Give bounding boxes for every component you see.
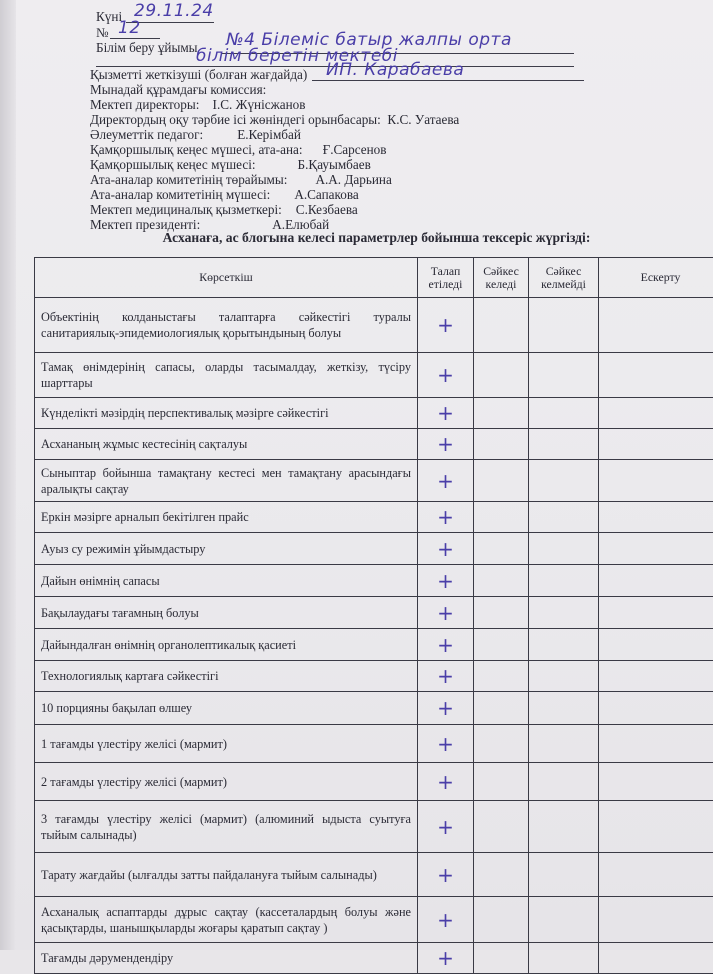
org-label: Білім беру ұйымы	[96, 40, 198, 55]
member-name: А.А. Дарьина	[315, 172, 391, 187]
inspection-table	[34, 257, 713, 974]
noncompliant-cell	[529, 597, 599, 629]
required-mark: +	[418, 853, 474, 897]
table-row	[35, 853, 713, 897]
required-mark: +	[418, 725, 474, 763]
member-name: А.Сапакова	[294, 187, 358, 202]
indicator-cell: Сыныптар бойынша тамақтану кестесі мен тамақтану арасындағы аралықты сақтау	[35, 460, 418, 502]
required-mark: +	[418, 565, 474, 597]
provider-underline	[312, 80, 584, 81]
member-role: Әлеуметтік педагог:	[90, 127, 203, 142]
note-cell	[599, 692, 713, 725]
indicator-cell: Объектінің колданыстағы талаптарға сәйкестігі туралы санитариялық-эпидемиологиялық қорытындының болуы	[35, 298, 418, 353]
indicator-cell: Тарату жағдайы (ылғалды затты пайдалануға тыйым салынады)	[35, 853, 418, 897]
number-value: 12	[118, 18, 141, 38]
noncompliant-cell	[529, 629, 599, 661]
noncompliant-cell	[529, 298, 599, 353]
member-row	[90, 187, 359, 202]
member-role: Мектеп директоры:	[90, 97, 199, 112]
note-cell	[599, 398, 713, 429]
date-value: 29.11.24	[134, 1, 214, 21]
member-row	[90, 157, 371, 172]
note-cell	[599, 661, 713, 692]
indicator-cell: 3 тағамды үлестіру желісі (мармит) (алюминий ыдыста суытуға тыйым салынады)	[35, 801, 418, 853]
required-mark: +	[418, 502, 474, 533]
noncompliant-cell	[529, 897, 599, 943]
note-cell	[599, 353, 713, 398]
member-name: Б.Қауымбаев	[298, 157, 371, 172]
org-value-line1: №4 Білеміс батыр жалпы орта	[226, 30, 512, 50]
required-mark: +	[418, 943, 474, 974]
member-row	[90, 202, 358, 217]
note-cell	[599, 298, 713, 353]
note-cell	[599, 629, 713, 661]
member-row	[90, 172, 392, 187]
table-row	[35, 801, 713, 853]
compliant-cell	[474, 533, 529, 565]
compliant-cell	[474, 597, 529, 629]
member-role: Директордың оқу тәрбие ісі жөніндегі орынбасары:	[90, 112, 381, 127]
note-cell	[599, 565, 713, 597]
required-mark: +	[418, 353, 474, 398]
required-mark: +	[418, 429, 474, 460]
note-cell	[599, 597, 713, 629]
note-cell	[599, 897, 713, 943]
provider-value: ИП. Карабаева	[326, 60, 464, 80]
member-role: Қамқоршылық кеңес мүшесі, ата-ана:	[90, 142, 303, 157]
member-name: А.Елюбай	[272, 217, 329, 232]
note-cell	[599, 725, 713, 763]
required-mark: +	[418, 629, 474, 661]
table-row	[35, 597, 713, 629]
noncompliant-cell	[529, 943, 599, 974]
table-row	[35, 943, 713, 974]
required-mark: +	[418, 533, 474, 565]
compliant-cell	[474, 502, 529, 533]
noncompliant-cell	[529, 801, 599, 853]
indicator-cell: Бақылаудағы тағамның болуы	[35, 597, 418, 629]
member-name: С.Кезбаева	[296, 202, 358, 217]
compliant-cell	[474, 763, 529, 801]
member-row	[90, 142, 387, 157]
indicator-cell: Күнделікті мәзірдің перспективалық мәзірге сәйкестігі	[35, 398, 418, 429]
note-cell	[599, 801, 713, 853]
required-mark: +	[418, 298, 474, 353]
required-mark: +	[418, 597, 474, 629]
member-name: Е.Керімбай	[237, 127, 301, 142]
required-mark: +	[418, 661, 474, 692]
table-row	[35, 725, 713, 763]
note-cell	[599, 853, 713, 897]
compliant-cell	[474, 801, 529, 853]
compliant-cell	[474, 853, 529, 897]
compliant-cell	[474, 398, 529, 429]
member-role: Қамқоршылық кеңес мүшесі:	[90, 157, 256, 172]
noncompliant-cell	[529, 429, 599, 460]
note-cell	[599, 502, 713, 533]
required-mark: +	[418, 460, 474, 502]
table-row	[35, 661, 713, 692]
noncompliant-cell	[529, 460, 599, 502]
note-cell	[599, 460, 713, 502]
col-header-note: Ескерту	[599, 258, 713, 298]
date-label: Күні	[96, 9, 122, 24]
table-row	[35, 692, 713, 725]
noncompliant-cell	[529, 763, 599, 801]
provider-label: Қызметті жеткізуші (болған жағдайда)	[90, 67, 307, 82]
compliant-cell	[474, 353, 529, 398]
table-row	[35, 897, 713, 943]
table-row	[35, 298, 713, 353]
indicator-cell: Ауыз су режимін ұйымдастыру	[35, 533, 418, 565]
table-row	[35, 460, 713, 502]
member-name: І.С. Жүнісжанов	[213, 97, 306, 112]
col-header-indicator: Көрсеткіш	[35, 258, 418, 298]
indicator-cell: Дайындалған өнімнің органолептикалық қасиеті	[35, 629, 418, 661]
noncompliant-cell	[529, 353, 599, 398]
compliant-cell	[474, 298, 529, 353]
compliant-cell	[474, 725, 529, 763]
col-header-compliant: Сәйкес келеді	[474, 258, 529, 298]
col-header-required: Талап етіледі	[418, 258, 474, 298]
table-row	[35, 398, 713, 429]
member-role: Ата-аналар комитетінің төрайымы:	[90, 172, 287, 187]
note-cell	[599, 533, 713, 565]
noncompliant-cell	[529, 692, 599, 725]
indicator-cell: Дайын өнімнің сапасы	[35, 565, 418, 597]
noncompliant-cell	[529, 533, 599, 565]
col-header-noncompliant: Сәйкес келмейді	[529, 258, 599, 298]
table-row	[35, 565, 713, 597]
org-value-line2: білім беретін мектебі	[196, 46, 398, 66]
indicator-cell: Еркін мәзірге арналып бекітілген прайс	[35, 502, 418, 533]
note-cell	[599, 943, 713, 974]
compliant-cell	[474, 692, 529, 725]
table-row	[35, 629, 713, 661]
table-row	[35, 502, 713, 533]
table-row	[35, 763, 713, 801]
indicator-cell: 2 тағамды үлестіру желісі (мармит)	[35, 763, 418, 801]
noncompliant-cell	[529, 398, 599, 429]
member-role: Мектеп медициналық қызметкері:	[90, 202, 282, 217]
note-cell	[599, 429, 713, 460]
indicator-cell: Асхананың жұмыс кестесінің сақталуы	[35, 429, 418, 460]
commission-label: Мынадай құрамдағы комиссия:	[90, 82, 266, 97]
required-mark: +	[418, 692, 474, 725]
compliant-cell	[474, 897, 529, 943]
member-role: Мектеп президенті:	[90, 217, 200, 232]
required-mark: +	[418, 897, 474, 943]
noncompliant-cell	[529, 725, 599, 763]
noncompliant-cell	[529, 502, 599, 533]
indicator-cell: Тағамды дәрумендендіру	[35, 943, 418, 974]
table-row	[35, 429, 713, 460]
number-label: №	[96, 25, 109, 40]
member-name: К.С. Уатаева	[387, 112, 459, 127]
inspection-title: Асханаға, ас блогына келесі параметрлер бойынша тексеріс жүргізді:	[0, 230, 713, 246]
noncompliant-cell	[529, 661, 599, 692]
table-row	[35, 533, 713, 565]
compliant-cell	[474, 943, 529, 974]
indicator-cell: Асханалық аспаптарды дұрыс сақтау (кассеталардың болуы және қасықтарды, шанышқыларды жоғары қаратып сақтау )	[35, 897, 418, 943]
compliant-cell	[474, 629, 529, 661]
compliant-cell	[474, 661, 529, 692]
indicator-cell: 1 тағамды үлестіру желісі (мармит)	[35, 725, 418, 763]
compliant-cell	[474, 565, 529, 597]
required-mark: +	[418, 801, 474, 853]
table-header-row	[35, 258, 713, 298]
table-row	[35, 353, 713, 398]
required-mark: +	[418, 398, 474, 429]
member-row	[90, 112, 459, 127]
compliant-cell	[474, 429, 529, 460]
indicator-cell: 10 порцияны бақылап өлшеу	[35, 692, 418, 725]
noncompliant-cell	[529, 853, 599, 897]
required-mark: +	[418, 763, 474, 801]
indicator-cell: Тамақ өнімдерінің сапасы, оларды тасымалдау, жеткізу, түсіру шарттары	[35, 353, 418, 398]
compliant-cell	[474, 460, 529, 502]
member-row	[90, 97, 305, 112]
member-row	[90, 127, 301, 142]
member-name: Ғ.Сарсенов	[323, 142, 387, 157]
note-cell	[599, 763, 713, 801]
member-role: Ата-аналар комитетінің мүшесі:	[90, 187, 270, 202]
indicator-cell: Технологиялық картаға сәйкестігі	[35, 661, 418, 692]
noncompliant-cell	[529, 565, 599, 597]
page-fold-shadow	[0, 0, 16, 950]
number-underline	[110, 38, 160, 39]
